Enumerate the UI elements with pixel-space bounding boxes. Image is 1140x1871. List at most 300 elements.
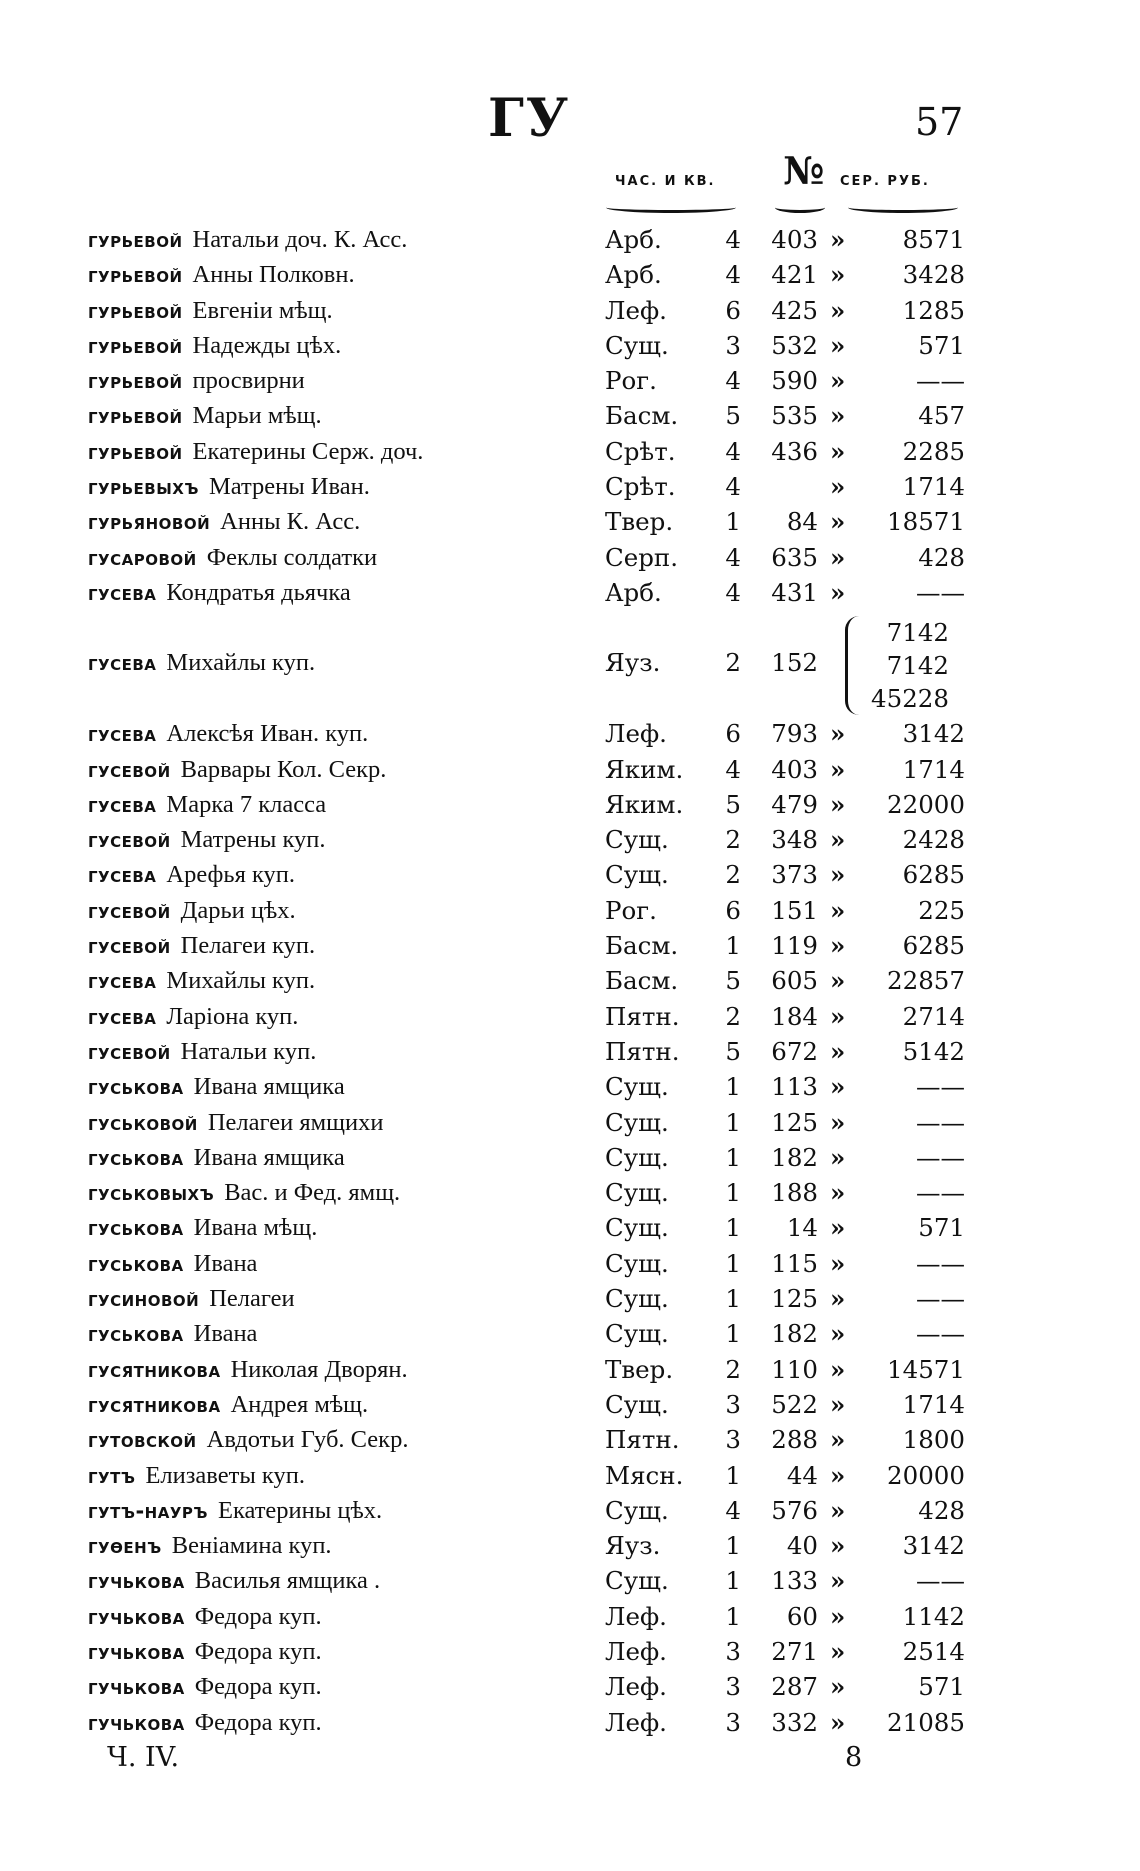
entry-given-name: Арефья куп.	[166, 861, 296, 889]
entry-separator: »	[830, 1707, 846, 1737]
entry-part: 2	[725, 1354, 741, 1384]
entry-district: Сущ.	[605, 860, 669, 890]
entry-value: ——	[916, 577, 965, 607]
entry-name	[88, 293, 333, 329]
entry-surname: гуськова	[88, 1216, 184, 1241]
entry-value: 6285	[902, 860, 965, 890]
entry-house-number: 287	[771, 1672, 818, 1702]
table-row	[0, 575, 1140, 610]
entry-surname: гурьевой	[88, 228, 183, 252]
entry-separator: »	[830, 895, 846, 925]
entry-surname: гусева	[88, 969, 157, 994]
entry-given-name: Анны Полковн.	[192, 261, 355, 289]
entry-separator: »	[830, 295, 846, 325]
table-row	[0, 1105, 1140, 1140]
entry-value: 45228	[871, 684, 949, 714]
entry-surname: гуськовыхъ	[88, 1181, 215, 1206]
entry-name	[88, 363, 305, 399]
entry-surname: гутовской	[88, 1428, 197, 1453]
entry-part: 3	[725, 1389, 741, 1419]
entry-surname: гучькова	[88, 1639, 185, 1664]
entry-surname: гусевой	[88, 1039, 171, 1064]
entry-given-name: Ивана ямщика	[193, 1073, 345, 1101]
entry-value: 2514	[902, 1636, 965, 1666]
entry-name	[88, 787, 326, 823]
table-row	[0, 610, 1140, 716]
footer-signature: 8	[845, 1742, 863, 1773]
entry-name	[88, 893, 296, 929]
entry-district: Серп.	[605, 542, 679, 572]
entry-name	[88, 1246, 257, 1282]
table-row	[0, 293, 1140, 328]
entry-part: 4	[725, 260, 741, 290]
entry-value: 7142	[886, 618, 949, 648]
column-brace-part	[606, 202, 736, 213]
entry-house-number: 479	[771, 789, 818, 819]
table-row	[0, 1175, 1140, 1210]
entry-house-number: 125	[771, 1107, 818, 1137]
table-row	[0, 1669, 1140, 1704]
entry-surname: гурьевой	[88, 333, 183, 358]
entry-house-number: 605	[771, 966, 818, 996]
entry-part: 4	[725, 436, 741, 466]
entry-part: 1	[725, 1072, 741, 1102]
entry-part: 5	[725, 1036, 741, 1066]
entry-name	[88, 1493, 382, 1529]
entry-district: Сущ.	[605, 1389, 669, 1419]
table-row	[0, 1352, 1140, 1387]
entry-part: 4	[725, 542, 741, 572]
entry-given-name: Дарьи цѣх.	[180, 896, 296, 924]
table-row	[0, 1563, 1140, 1598]
entry-value: 2285	[902, 436, 965, 466]
entry-name	[88, 328, 341, 364]
entry-separator: »	[830, 1460, 846, 1490]
entry-district: Арб.	[605, 577, 662, 607]
entry-house-number: 532	[771, 330, 818, 360]
entry-district: Сущ.	[605, 1107, 669, 1137]
entry-district: Яуз.	[605, 1531, 661, 1561]
table-row	[0, 1528, 1140, 1563]
entry-part: 2	[725, 825, 741, 855]
entry-value: 22000	[887, 789, 965, 819]
entry-house-number: 288	[771, 1425, 818, 1455]
entry-district: Сущ.	[605, 1178, 669, 1208]
entry-house-number: 436	[771, 436, 818, 466]
table-row	[0, 1316, 1140, 1351]
entry-value: 3428	[902, 260, 965, 290]
entry-separator: »	[830, 719, 846, 749]
entry-house-number: 44	[786, 1460, 818, 1490]
entry-district: Рог.	[605, 366, 657, 396]
entry-name	[88, 1669, 322, 1705]
page-number: 57	[915, 100, 964, 144]
entry-given-name: Ивана мѣщ.	[193, 1214, 318, 1242]
entry-given-name: Ларіона куп.	[166, 1002, 299, 1030]
entry-separator: »	[830, 1601, 846, 1631]
table-row	[0, 1634, 1140, 1669]
entry-district: Пятн.	[605, 1001, 680, 1031]
entry-district: Басм.	[605, 401, 679, 431]
entry-separator: »	[830, 1672, 846, 1702]
entry-part: 5	[725, 401, 741, 431]
entry-given-name: Авдотьи Губ. Секр.	[206, 1426, 409, 1454]
entry-surname: гурьевой	[88, 369, 183, 394]
entry-given-name: Федора куп.	[194, 1637, 322, 1665]
entry-part: 3	[725, 1425, 741, 1455]
entry-name	[88, 716, 368, 752]
entry-district: Яким.	[605, 754, 684, 784]
register-table	[0, 222, 1140, 1740]
entry-given-name: Ивана	[193, 1249, 258, 1277]
entry-house-number: 535	[771, 401, 818, 431]
table-row	[0, 822, 1140, 857]
entry-surname: гусятникова	[88, 1357, 221, 1382]
entry-separator: »	[830, 1319, 846, 1349]
entry-given-name: Феклы солдатки	[206, 543, 378, 571]
entry-part: 1	[725, 1142, 741, 1172]
entry-surname: гусятникова	[88, 1392, 221, 1417]
entry-name	[88, 257, 355, 293]
entry-separator: »	[830, 1001, 846, 1031]
entry-surname: гурьевой	[88, 404, 183, 429]
entry-value: ——	[916, 1284, 965, 1314]
entry-separator: »	[830, 1425, 846, 1455]
entry-name	[88, 1705, 322, 1741]
entry-house-number: 119	[771, 931, 818, 961]
entry-value: ——	[916, 1178, 965, 1208]
table-row	[0, 363, 1140, 398]
table-row	[0, 434, 1140, 469]
entry-value: ——	[916, 1072, 965, 1102]
entry-given-name: Екатерины Серж. доч.	[192, 437, 424, 465]
entry-part: 4	[725, 1495, 741, 1525]
entry-value: 3142	[902, 1531, 965, 1561]
entry-district: Сущ.	[605, 1213, 669, 1243]
entry-part: 4	[725, 366, 741, 396]
column-header-number: №	[783, 148, 825, 193]
entry-surname: гучькова	[88, 1710, 185, 1735]
entry-separator: »	[830, 1178, 846, 1208]
entry-value: 2428	[902, 825, 965, 855]
entry-name	[88, 504, 360, 540]
entry-house-number: 60	[786, 1601, 818, 1631]
entry-district: Пятн.	[605, 1036, 680, 1066]
entry-house-number: 14	[786, 1213, 818, 1243]
entry-given-name: Натальи доч. К. Асс.	[192, 226, 408, 253]
entry-given-name: Кондратья дьячка	[166, 578, 351, 606]
entry-name	[88, 540, 377, 576]
entry-surname: гуськова	[88, 1145, 184, 1170]
entry-value: 571	[918, 330, 965, 360]
table-row	[0, 716, 1140, 751]
table-row	[0, 1493, 1140, 1528]
entry-value: 1800	[902, 1425, 965, 1455]
entry-name	[88, 1281, 295, 1317]
entry-surname: гусевой	[88, 828, 171, 853]
entry-given-name: Федора куп.	[194, 1602, 322, 1630]
entry-district: Мясн.	[605, 1460, 684, 1490]
entry-value: 6285	[902, 931, 965, 961]
entry-house-number: 271	[771, 1636, 818, 1666]
entry-house-number: 113	[771, 1072, 818, 1102]
entry-part: 2	[725, 648, 741, 678]
entry-name	[88, 963, 315, 999]
entry-name	[88, 1175, 400, 1211]
column-header-silver: СЕР. РУБ.	[840, 174, 930, 189]
entry-value: ——	[916, 1566, 965, 1596]
entry-part: 2	[725, 1001, 741, 1031]
entry-given-name: Пелагеи ямщихи	[207, 1108, 384, 1136]
entry-separator: »	[830, 754, 846, 784]
entry-district: Леф.	[605, 1707, 667, 1737]
entry-district: Срѣт.	[605, 436, 676, 466]
table-row	[0, 928, 1140, 963]
entry-given-name: Матрены куп.	[180, 826, 326, 854]
entry-separator: »	[830, 860, 846, 890]
entry-name	[88, 1352, 408, 1388]
entry-value: 8571	[902, 225, 965, 254]
entry-given-name: Марка 7 класса	[166, 790, 327, 818]
entry-separator: »	[830, 1284, 846, 1314]
entry-given-name: Екатерины цѣх.	[217, 1496, 383, 1524]
entry-value: 571	[918, 1213, 965, 1243]
entry-district: Сущ.	[605, 330, 669, 360]
entry-value: ——	[916, 366, 965, 396]
entry-name	[88, 1034, 316, 1070]
entry-separator: »	[830, 1636, 846, 1666]
entry-value: ——	[916, 1319, 965, 1349]
entry-district: Леф.	[605, 295, 667, 325]
entry-value: ——	[916, 1142, 965, 1172]
entry-given-name: Василья ямщика .	[194, 1567, 381, 1595]
entry-house-number: 125	[771, 1284, 818, 1314]
entry-name	[88, 575, 351, 611]
entry-part: 1	[725, 1178, 741, 1208]
entry-value: 18571	[887, 507, 965, 537]
footer-volume: Ч. IV.	[107, 1742, 180, 1773]
entry-given-name: Михайлы куп.	[166, 967, 316, 995]
entry-part: 1	[725, 1566, 741, 1596]
entry-name	[88, 1422, 408, 1458]
entry-separator: »	[830, 401, 846, 431]
entry-given-name: Варвары Кол. Секр.	[180, 755, 387, 783]
entry-part: 2	[725, 860, 741, 890]
table-row	[0, 469, 1140, 504]
entry-house-number: 431	[771, 577, 818, 607]
entry-separator: »	[830, 542, 846, 572]
entry-given-name: Федора куп.	[194, 1708, 322, 1736]
entry-district: Яким.	[605, 789, 684, 819]
entry-district: Сущ.	[605, 1142, 669, 1172]
entry-house-number: 522	[771, 1389, 818, 1419]
table-row	[0, 1140, 1140, 1175]
entry-surname: гуськова	[88, 1251, 184, 1276]
entry-part: 4	[725, 225, 741, 254]
entry-house-number: 590	[771, 366, 818, 396]
entry-separator: »	[830, 577, 846, 607]
entry-name	[88, 1387, 368, 1423]
entry-district: Леф.	[605, 719, 667, 749]
table-row	[0, 1210, 1140, 1245]
entry-value: 1714	[902, 754, 965, 784]
entry-separator: »	[830, 931, 846, 961]
table-row	[0, 893, 1140, 928]
entry-district: Леф.	[605, 1636, 667, 1666]
entry-separator: »	[830, 436, 846, 466]
entry-district: Твер.	[605, 507, 674, 537]
entry-surname: гуѳенъ	[88, 1534, 162, 1559]
table-row	[0, 1387, 1140, 1422]
entry-surname: гусевой	[88, 898, 171, 923]
table-row	[0, 1034, 1140, 1069]
entry-given-name: Надежды цѣх.	[192, 331, 342, 359]
table-row	[0, 504, 1140, 539]
entry-separator: »	[830, 1248, 846, 1278]
entry-separator: »	[830, 330, 846, 360]
entry-surname: гутъ	[88, 1463, 136, 1488]
entry-value: 571	[918, 1672, 965, 1702]
entry-given-name: Михайлы куп.	[166, 649, 316, 677]
entry-district: Сущ.	[605, 1319, 669, 1349]
entry-name	[88, 222, 407, 258]
entry-house-number: 421	[771, 260, 818, 290]
entry-given-name: Андрея мѣщ.	[230, 1390, 369, 1418]
entry-name	[88, 999, 298, 1035]
entry-house-number: 133	[771, 1566, 818, 1596]
entry-surname: гусева	[88, 863, 157, 888]
entry-surname: гусева	[88, 1004, 157, 1029]
entry-value-group	[845, 616, 949, 715]
entry-house-number: 425	[771, 295, 818, 325]
entry-surname: гусева	[88, 651, 157, 676]
entry-part: 3	[725, 1672, 741, 1702]
entry-house-number: 184	[771, 1001, 818, 1031]
entry-given-name: Вас. и Фед. ямщ.	[224, 1179, 401, 1207]
entry-district: Леф.	[605, 1672, 667, 1702]
entry-surname: гусева	[88, 722, 157, 747]
entry-separator: »	[830, 260, 846, 290]
entry-value: 20000	[887, 1460, 965, 1490]
entry-house-number: 182	[771, 1142, 818, 1172]
entry-given-name: Николая Дворян.	[230, 1355, 408, 1383]
entry-value: 428	[918, 1495, 965, 1525]
entry-separator: »	[830, 225, 846, 254]
entry-name	[88, 1316, 257, 1352]
entry-name	[88, 1210, 317, 1246]
table-row	[0, 540, 1140, 575]
entry-value: 22857	[887, 966, 965, 996]
entry-surname: гусевой	[88, 757, 171, 782]
entry-separator: »	[830, 507, 846, 537]
entry-name	[88, 1069, 345, 1105]
entry-part: 4	[725, 754, 741, 784]
entry-part: 1	[725, 1248, 741, 1278]
entry-district: Твер.	[605, 1354, 674, 1384]
entry-house-number: 348	[771, 825, 818, 855]
entry-district: Срѣт.	[605, 472, 676, 502]
entry-part: 5	[725, 789, 741, 819]
entry-part: 1	[725, 1460, 741, 1490]
entry-surname: гурьевой	[88, 263, 183, 288]
entry-name	[88, 1105, 383, 1141]
entry-value: 225	[918, 895, 965, 925]
entry-surname: гучькова	[88, 1675, 185, 1700]
table-row	[0, 787, 1140, 822]
entry-part: 3	[725, 1707, 741, 1737]
entry-district: Яуз.	[605, 648, 661, 678]
entry-district: Басм.	[605, 931, 679, 961]
entry-district: Сущ.	[605, 1072, 669, 1102]
entry-given-name: Алексѣя Иван. куп.	[166, 720, 369, 748]
entry-name	[88, 928, 315, 964]
entry-value: 1285	[902, 295, 965, 325]
entry-separator: »	[830, 1213, 846, 1243]
entry-given-name: Ивана	[193, 1320, 258, 1348]
table-row	[0, 1069, 1140, 1104]
table-row	[0, 257, 1140, 292]
entry-value: 428	[918, 542, 965, 572]
entry-part: 6	[725, 295, 741, 325]
entry-surname: гутъ-науръ	[88, 1498, 208, 1523]
column-brace-silver	[848, 202, 958, 213]
entry-separator: »	[830, 1072, 846, 1102]
entry-separator: »	[830, 1036, 846, 1066]
entry-part: 6	[725, 895, 741, 925]
entry-district: Арб.	[605, 225, 662, 254]
entry-part: 4	[725, 577, 741, 607]
entry-separator: »	[830, 825, 846, 855]
entry-part: 3	[725, 1636, 741, 1666]
table-row	[0, 857, 1140, 892]
table-row	[0, 1422, 1140, 1457]
entry-separator: »	[830, 1495, 846, 1525]
entry-district: Леф.	[605, 1601, 667, 1631]
entry-surname: гуськовой	[88, 1110, 198, 1135]
entry-given-name: Анны К. Асс.	[220, 508, 361, 536]
entry-name	[88, 1140, 345, 1176]
entry-surname: гучькова	[88, 1604, 185, 1629]
entry-given-name: Пелагеи	[209, 1285, 295, 1313]
entry-house-number: 84	[786, 507, 818, 537]
entry-house-number: 373	[771, 860, 818, 890]
entry-surname: гурьяновой	[88, 510, 211, 535]
entry-value: 7142	[886, 651, 949, 681]
entry-surname: гусиновой	[88, 1287, 200, 1312]
table-row	[0, 1458, 1140, 1493]
entry-district: Пятн.	[605, 1425, 680, 1455]
entry-value: 5142	[902, 1036, 965, 1066]
entry-name	[88, 1528, 332, 1564]
entry-surname: гурьевыхъ	[88, 475, 199, 500]
entry-given-name: Федора куп.	[194, 1673, 322, 1701]
entry-surname: гусевой	[88, 934, 171, 959]
entry-surname: гусева	[88, 580, 157, 605]
entry-name	[88, 1599, 322, 1635]
entry-value: ——	[916, 1248, 965, 1278]
entry-name	[88, 857, 295, 893]
table-row	[0, 963, 1140, 998]
entry-given-name: просвирни	[192, 367, 305, 395]
entry-separator: »	[830, 1566, 846, 1596]
table-row	[0, 999, 1140, 1034]
entry-district: Сущ.	[605, 1495, 669, 1525]
entry-house-number: 576	[771, 1495, 818, 1525]
entry-separator: »	[830, 1142, 846, 1172]
entry-name	[88, 1458, 305, 1494]
entry-given-name: Веніамина куп.	[171, 1532, 332, 1560]
entry-name	[88, 822, 326, 858]
